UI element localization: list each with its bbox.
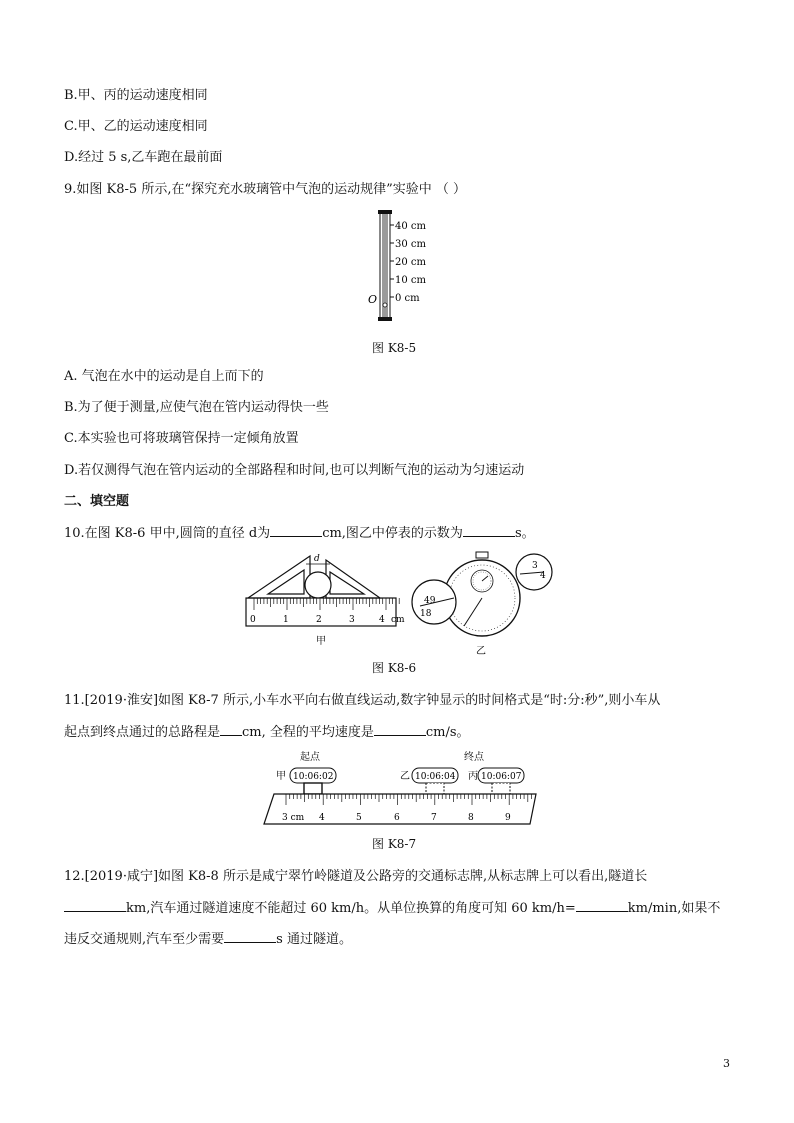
- tick-label: 10 cm: [395, 275, 426, 286]
- q8-option-b: B.甲、丙的运动速度相同: [64, 88, 208, 103]
- cylinder-icon: [305, 572, 331, 598]
- answer-blank[interactable]: [64, 899, 126, 912]
- answer-blank[interactable]: [576, 899, 628, 912]
- svg-text:0: 0: [250, 615, 256, 625]
- tick-label: 0 cm: [395, 293, 420, 304]
- q12-line-1: 12.[2019·咸宁]如图 K8-8 所示是咸宁翠竹岭隧道及公路旁的交通标志牌,从标志牌上可以看出,隧道长: [64, 869, 648, 884]
- origin-label: O: [368, 293, 378, 306]
- ruler-jia: [246, 598, 405, 626]
- magnifier-left: [412, 580, 456, 624]
- q11-line-1: 11.[2019·淮安]如图 K8-7 所示,小车水平向右做直线运动,数字钟显示的时间格式是“时:分:秒”,则小车从: [64, 693, 661, 708]
- label-bing: 丙: [468, 771, 478, 782]
- svg-text:2: 2: [316, 615, 322, 625]
- svg-text:3: 3: [349, 615, 355, 625]
- tick-label: 30 cm: [395, 239, 426, 250]
- svg-text:3: 3: [532, 561, 538, 571]
- q8-option-c: C.甲、乙的运动速度相同: [64, 119, 208, 134]
- start-label: 起点: [300, 752, 320, 763]
- q12-text-3: 违反交通规则,汽车至少需要: [64, 932, 225, 947]
- q8-option-d: D.经过 5 s,乙车跑在最前面: [64, 150, 223, 165]
- diameter-label: d: [314, 554, 320, 564]
- set-square-right: [326, 560, 380, 598]
- svg-text:1: 1: [283, 615, 289, 625]
- q10-text-3: s。: [514, 526, 535, 541]
- svg-text:4: 4: [540, 571, 546, 581]
- set-square-left: [248, 556, 310, 598]
- svg-text:5: 5: [356, 813, 362, 823]
- clock-yi: [412, 768, 458, 794]
- stopwatch-icon: [444, 552, 520, 636]
- q10-stem: [64, 524, 535, 543]
- svg-text:10:06:04: 10:06:04: [415, 772, 456, 782]
- q10-text-1: 10.在图 K8-6 甲中,圆筒的直径 d为: [64, 526, 271, 541]
- svg-text:18: 18: [420, 609, 432, 619]
- answer-blank[interactable]: [374, 723, 426, 736]
- figure-label-jia: 甲: [316, 636, 326, 647]
- answer-blank[interactable]: [220, 723, 242, 736]
- end-label: 终点: [464, 752, 484, 763]
- q9-option-b: B.为了便于测量,应使气泡在管内运动得快一些: [64, 400, 329, 415]
- tick-label: 40 cm: [395, 221, 426, 232]
- svg-text:cm: cm: [391, 615, 405, 625]
- tick-label: 20 cm: [395, 257, 426, 268]
- q9-option-d: D.若仅测得气泡在管内运动的全部路程和时间,也可以判断气泡的运动为匀速运动: [64, 463, 525, 478]
- label-jia: 甲: [276, 771, 286, 782]
- svg-text:10:06:07: 10:06:07: [481, 772, 522, 782]
- clock-jia: [290, 768, 336, 794]
- svg-text:7: 7: [431, 813, 437, 823]
- q11-text-3: cm/s。: [425, 725, 470, 740]
- figure-k8-5-glass-tube: [360, 210, 440, 325]
- q9-option-c: C.本实验也可将玻璃管保持一定倾角放置: [64, 431, 299, 446]
- page-number: 3: [723, 1057, 730, 1070]
- figure-caption-k8-7: 图 K8-7: [372, 837, 417, 851]
- q11-text-2: cm, 全程的平均速度是: [242, 725, 374, 740]
- q12-text-2: km/min,如果不: [627, 901, 721, 916]
- svg-text:8: 8: [468, 813, 474, 823]
- svg-text:10:06:02: 10:06:02: [293, 772, 334, 782]
- magnifier-right: [516, 554, 552, 590]
- q9-option-a: A. 气泡在水中的运动是自上而下的: [64, 369, 264, 384]
- label-yi: 乙: [400, 771, 410, 782]
- q9-stem: 9.如图 K8-5 所示,在“探究充水玻璃管中气泡的运动规律”实验中 （ ）: [64, 182, 467, 197]
- q12-line-3: [64, 930, 352, 949]
- figure-label-yi: 乙: [476, 646, 486, 657]
- q12-text-1: km,汽车通过隧道速度不能超过 60 km/h。从单位换算的角度可知 60 km/h=: [126, 901, 576, 916]
- svg-text:3 cm: 3 cm: [282, 813, 305, 823]
- q10-text-2: cm,图乙中停表的示数为: [322, 526, 463, 541]
- figure-k8-6: [240, 548, 570, 658]
- svg-text:4: 4: [379, 615, 385, 625]
- answer-blank[interactable]: [224, 930, 276, 943]
- svg-text:49: 49: [424, 596, 436, 606]
- q11-text-1: 起点到终点通过的总路程是: [64, 725, 221, 740]
- answer-blank[interactable]: [270, 524, 322, 537]
- svg-text:4: 4: [319, 813, 325, 823]
- section-heading: 二、填空题: [64, 494, 130, 509]
- answer-blank[interactable]: [463, 524, 515, 537]
- figure-caption-k8-6: 图 K8-6: [372, 661, 417, 675]
- clock-bing: [478, 768, 524, 794]
- q12-text-4: s 通过隧道。: [276, 932, 352, 947]
- figure-k8-7: [260, 748, 540, 828]
- q11-line-2: [64, 723, 470, 742]
- ruler-k8-7: [264, 794, 536, 824]
- bubble-icon: [383, 303, 387, 307]
- svg-text:9: 9: [505, 813, 511, 823]
- q12-line-2: [64, 899, 720, 918]
- figure-caption-k8-5: 图 K8-5: [372, 341, 417, 355]
- svg-text:6: 6: [394, 813, 400, 823]
